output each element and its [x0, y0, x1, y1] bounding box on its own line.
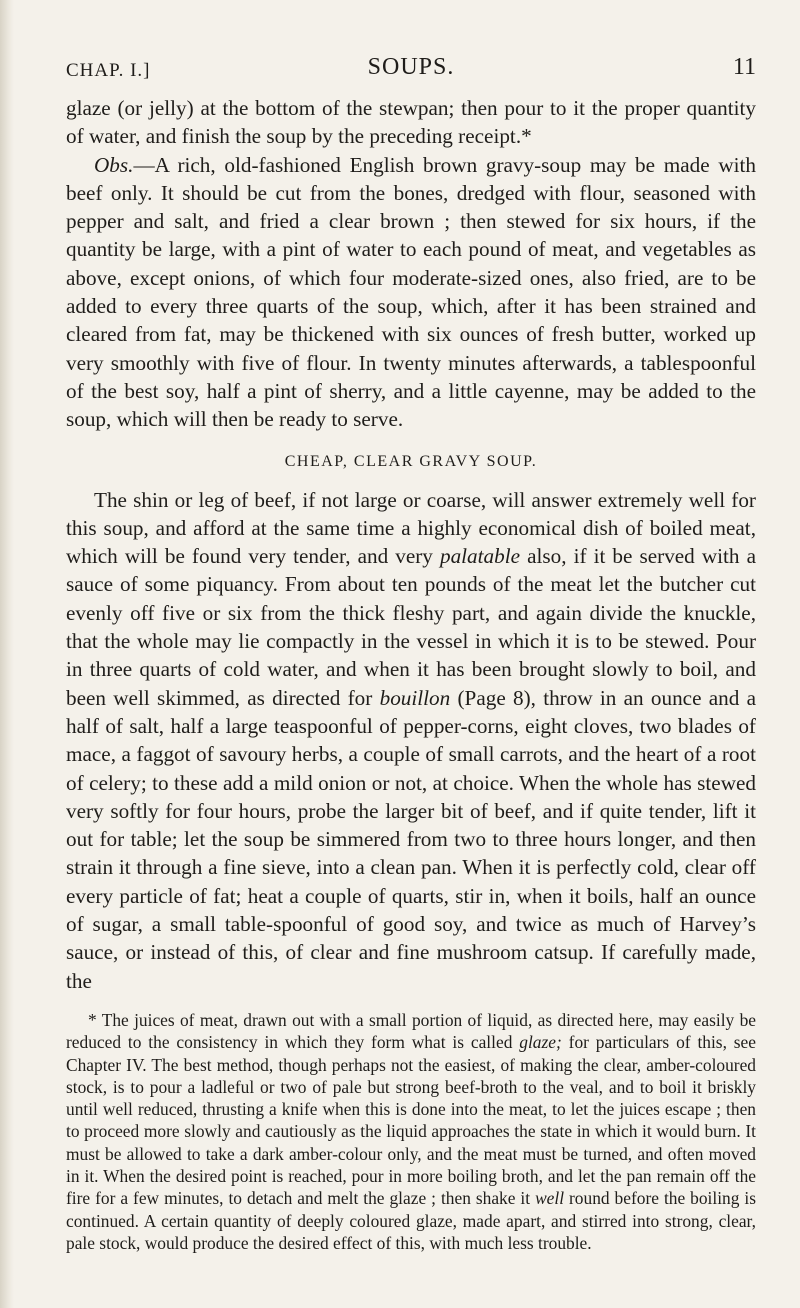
paragraph-obs [66, 151, 756, 434]
page-edge-shadow [0, 0, 14, 1308]
page-number: 11 [732, 54, 756, 80]
footnote-italic-well: well [535, 1188, 565, 1209]
recipe-text-2: also, if it be served with a sauce of some piquancy. From about ten pounds of the meat let the butcher cut evenly off five or six from the thick fleshy part, and again divide the knuckle, that the whole may lie compactly in the vessel in which it is to be stewed. Pour in three quarts of cold water, and when it has been brought slowly to boil, and been well skimmed, as directed for [66, 544, 756, 710]
footnote-text-2: for particulars of this, see Chapter IV. The best method, though perhaps not the easiest, of making the clear, amber-coloured stock, is to pour a ladleful or two of pale but strong beef-broth to the veal, and to boil it briskly until well reduced, thrusting a knife when this is done into the meat, to let the juices escape ; then to proceed more slowly and cautiously as the liquid approaches the state in which it would burn. It must be allowed to take a dark amber-colour only, and the meat must be turned, and often moved in it. When the desired point is reached, pour in more boiling broth, and let the pan remain off the fire for a few minutes, to detach and melt the glaze ; then shake it [66, 1032, 756, 1209]
recipe-text-1: The shin or leg of beef, if not large or coarse, will answer extremely well for this soup, and afford at the same time a highly economical dish of boiled meat, which will be found very tender, and very [66, 487, 756, 569]
footnote [66, 1009, 756, 1254]
running-header [66, 54, 756, 94]
recipe-text-3: (Page 8), throw in an ounce and a half of salt, half a large teaspoonful of pepper-corns, eight cloves, two blades of mace, a faggot of savoury herbs, a couple of small carrots, and the heart of a root of celery; to these add a mild onion or not, at choice. When the whole has stewed very softly for four hours, probe the larger bit of beef, and if quite tender, lift it out for table; let the soup be simmered from two to three hours longer, and then strain it through a fine sieve, into a clean pan. When it is perfectly cold, clear off every particle of fat; heat a couple of quarts, stir in, when it boils, half an ounce of sugar, a small table-spoonful of good soy, and twice as much of Harvey’s sauce, or instead of this, of clear and fine mushroom catsup. If carefully made, the [66, 685, 756, 993]
recipe-italic-bouillon: bouillon [379, 685, 451, 710]
paragraph-continuation: glaze (or jelly) at the bottom of the stewpan; then pour to it the proper quantity of water, and finish the soup by the preceding receipt.* [66, 96, 756, 149]
obs-text: —A rich, old-fashioned English brown gravy-soup may be made with beef only. It should be cut from the bones, dredged with flour, seasoned with pepper and salt, and fried a clear brown ; then stewed for six hours, if the quantity be large, with a pint of water to each pound of meat, and vegetables as above, except onions, of which four moderate-sized ones, also fried, are to be added to every three quarts of the soup, which, after it has been strained and cleared from fat, may be thickened with six ounces of fresh butter, worked up very smoothly with five of flour. In twenty minutes afterwards, a tablespoonful of the best soy, half a pint of sherry, and a little cayenne, may be added to the soup, which will then be ready to serve. [66, 152, 756, 432]
section-heading: CHEAP, CLEAR GRAVY SOUP. [284, 452, 538, 470]
footnote-text-1: * The juices of meat, drawn out with a small portion of liquid, as directed here, may easily be reduced to the consistency in which they form what is called [66, 1009, 756, 1053]
main-text [66, 94, 756, 995]
recipe-italic-palatable: palatable [439, 544, 521, 569]
footnote-text-3: round before the boiling is continued. A certain quantity of deeply coloured glaze, made apart, and stirred into strong, clear, pale stock, would produce the desired effect of this, with much less trouble. [66, 1188, 757, 1253]
book-page [66, 54, 756, 1254]
running-title: SOUPS. [367, 54, 455, 80]
obs-label: Obs. [94, 152, 134, 177]
footnote-italic-glaze: glaze; [519, 1032, 562, 1053]
paragraph-recipe [66, 486, 756, 995]
chapter-label: CHAP. I.] [66, 60, 151, 81]
